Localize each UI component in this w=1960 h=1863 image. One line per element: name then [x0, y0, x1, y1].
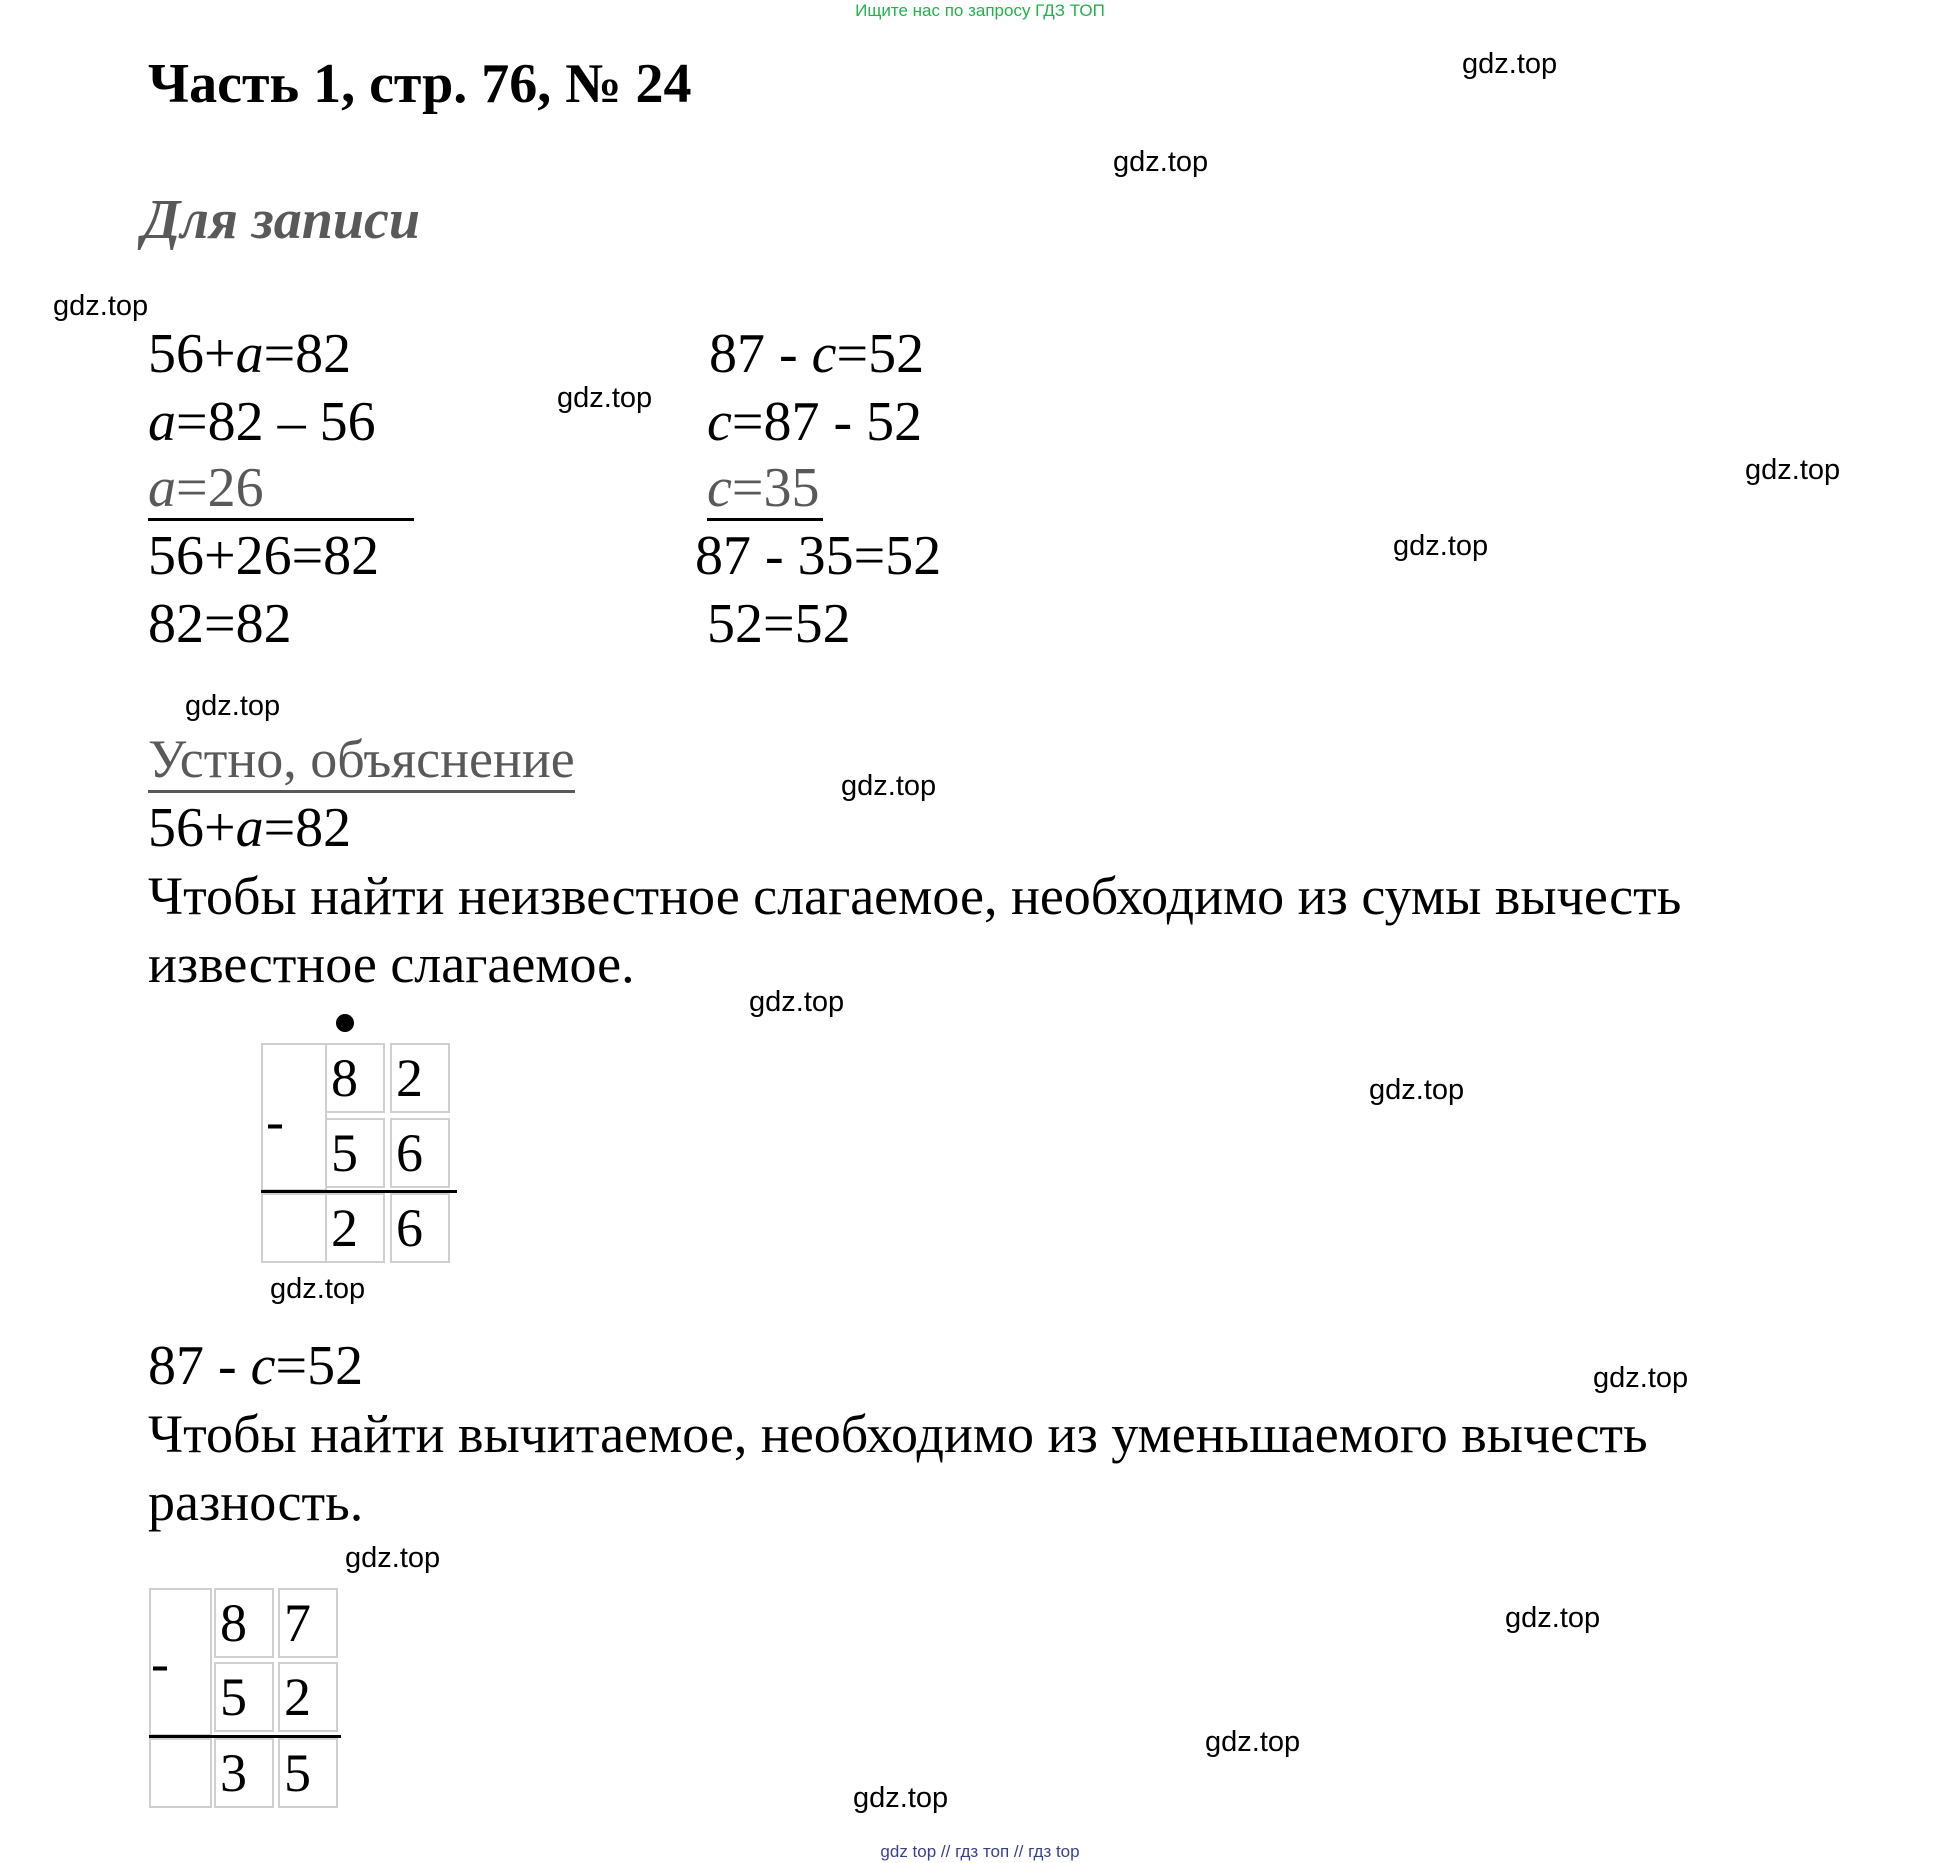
watermark: gdz.top [185, 690, 281, 722]
digit-cell: 6 [390, 1118, 450, 1188]
explain-equation-c: 87 - c=52 [148, 1335, 364, 1397]
watermark: gdz.top [1505, 1602, 1601, 1634]
explain-equation-a: 56+a=82 [148, 797, 352, 859]
equation-c-1: 87 - c=52 [709, 323, 925, 385]
page-title: Часть 1, стр. 76, № 24 [148, 53, 692, 115]
watermark: gdz.top [345, 1542, 441, 1574]
watermark: gdz.top [1593, 1362, 1689, 1394]
section-subtitle: Для записи [142, 189, 420, 251]
watermark: gdz.top [1369, 1074, 1465, 1106]
equation-c-check-result: 52=52 [707, 593, 851, 655]
oral-heading: Устно, объяснение [148, 728, 575, 793]
equation-c-2: c=87 - 52 [707, 391, 923, 453]
equation-a-2: a=82 – 56 [148, 391, 376, 453]
digit-cell: 5 [278, 1738, 338, 1808]
watermark: gdz.top [853, 1782, 949, 1814]
equation-a-check: 56+26=82 [148, 525, 380, 587]
digit-cell: 2 [325, 1193, 385, 1263]
watermark: gdz.top [53, 290, 149, 322]
minus-sign: - [266, 1091, 284, 1151]
watermark: gdz.top [1393, 530, 1489, 562]
watermark: gdz.top [1462, 48, 1558, 80]
rule-addend-line1: Чтобы найти неизвестное слагаемое, необходимо из сумы вычесть [148, 866, 1682, 926]
rule-subtrahend-line2: разность. [148, 1472, 364, 1532]
digit-cell: 7 [278, 1588, 338, 1658]
rule-subtrahend-line1: Чтобы найти вычитаемое, необходимо из уменьшаемого вычесть [148, 1404, 1648, 1464]
digit-cell: 5 [325, 1118, 385, 1188]
equation-a-1: 56+a=82 [148, 323, 352, 385]
digit-cell: 3 [214, 1738, 274, 1808]
digit-cell: 2 [390, 1043, 450, 1113]
digit-cell: 8 [325, 1043, 385, 1113]
watermark: gdz.top [270, 1273, 366, 1305]
equation-a-answer: a=26 [148, 456, 414, 521]
digit-cell-empty [149, 1738, 212, 1808]
watermark: gdz.top [1113, 146, 1209, 178]
equation-a-check-result: 82=82 [148, 593, 292, 655]
digit-cell: 8 [214, 1588, 274, 1658]
rule-addend-line2: известное слагаемое. [148, 934, 635, 994]
equation-c-check: 87 - 35=52 [695, 525, 942, 587]
digit-cell-empty [261, 1193, 327, 1263]
digit-cell: 6 [390, 1193, 450, 1263]
digit-cell: 5 [214, 1662, 274, 1732]
carry-dot [336, 1014, 354, 1032]
watermark: gdz.top [1745, 454, 1841, 486]
footer-links: gdz top // гдз топ // гдз top [880, 1842, 1080, 1861]
equation-c-answer: c=35 [707, 456, 823, 521]
minus-sign: - [151, 1633, 169, 1693]
watermark: gdz.top [1205, 1726, 1301, 1758]
watermark: gdz.top [841, 770, 937, 802]
digit-cell: 2 [278, 1662, 338, 1732]
top-banner: Ищите нас по запросу ГДЗ ТОП [855, 1, 1105, 20]
watermark: gdz.top [749, 986, 845, 1018]
watermark: gdz.top [557, 382, 653, 414]
